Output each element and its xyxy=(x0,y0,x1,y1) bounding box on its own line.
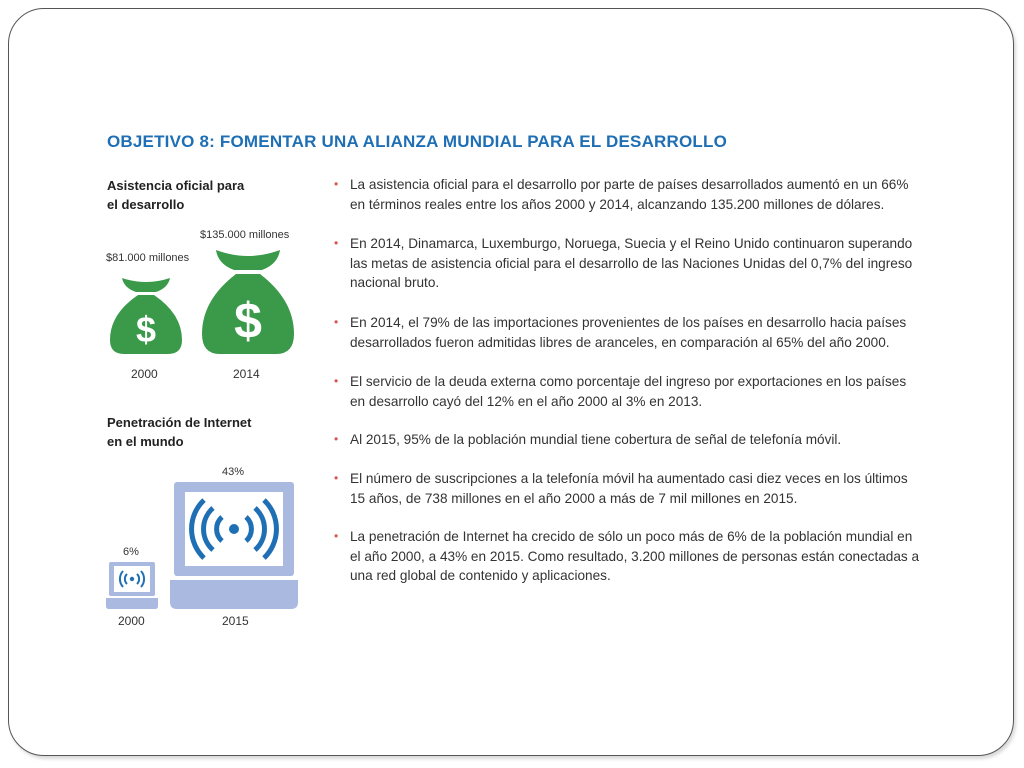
money-bag-icon xyxy=(108,276,184,356)
aid-year-2000: 2000 xyxy=(131,367,158,381)
internet-label-2000: 6% xyxy=(123,546,139,558)
aid-label-2000: $81.000 millones xyxy=(106,252,190,264)
money-bag-icon xyxy=(200,248,296,356)
bullet-list xyxy=(334,175,924,586)
svg-text:$: $ xyxy=(234,293,262,349)
bullet-item: • En 2014, Dinamarca, Luxemburgo, Noruega, Suecia y el Reino Unido continuaron superando las metas de asistencia oficial para el desarrollo de las Naciones Unidas del 0,7% del ingreso nacional bruto. xyxy=(334,234,924,293)
internet-section-heading xyxy=(107,413,307,451)
internet-heading-line2: en el mundo xyxy=(107,434,184,449)
bullet-item: • El servicio de la deuda externa como porcentaje del ingreso por exportaciones en los países en desarrollo cayó del 12% en el año 2000 al 3% en 2013. xyxy=(334,372,924,411)
aid-label-2014: $135.000 millones xyxy=(200,229,290,241)
bullet-item: • La penetración de Internet ha crecido de sólo un poco más de 6% de la población mundial en el año 2000, a 43% en 2015. Como resultado, 3.200 millones de personas están conectadas a una red global de contenido y aplicaciones. xyxy=(334,527,924,586)
internet-year-2015: 2015 xyxy=(222,614,249,628)
aid-heading-line1: Asistencia oficial para xyxy=(107,178,245,193)
aid-section-heading xyxy=(107,176,307,214)
svg-text:$: $ xyxy=(135,309,157,350)
bullet-item: • La asistencia oficial para el desarrollo por parte de países desarrollados aumentó en un 66% en términos reales entre los años 2000 y 2014, alcanzando 135.200 millones de dólares. xyxy=(334,175,924,214)
internet-heading-line1: Penetración de Internet xyxy=(107,415,252,430)
aid-year-2014: 2014 xyxy=(233,367,260,381)
page-title: OBJETIVO 8: FOMENTAR UNA ALIANZA MUNDIAL PARA EL DESARROLLO xyxy=(107,132,728,151)
aid-heading-line2: el desarrollo xyxy=(107,197,185,212)
bullet-item: • Al 2015, 95% de la población mundial tiene cobertura de señal de telefonía móvil. xyxy=(334,430,924,450)
laptop-wifi-icon xyxy=(106,562,158,610)
laptop-wifi-icon xyxy=(170,480,298,610)
internet-year-2000: 2000 xyxy=(118,614,145,628)
bullet-item: • En 2014, el 79% de las importaciones provenientes de los países en desarrollo hacia países desarrollados fueron admitidas libres de aranceles, en comparación al 65% del año 2000. xyxy=(334,313,924,352)
bullet-item: • El número de suscripciones a la telefonía móvil ha aumentado casi diez veces en los últimos 15 años, de 738 millones en el año 2000 a más de 7 mil millones en 2015. xyxy=(334,469,924,508)
internet-label-2015: 43% xyxy=(222,466,245,478)
